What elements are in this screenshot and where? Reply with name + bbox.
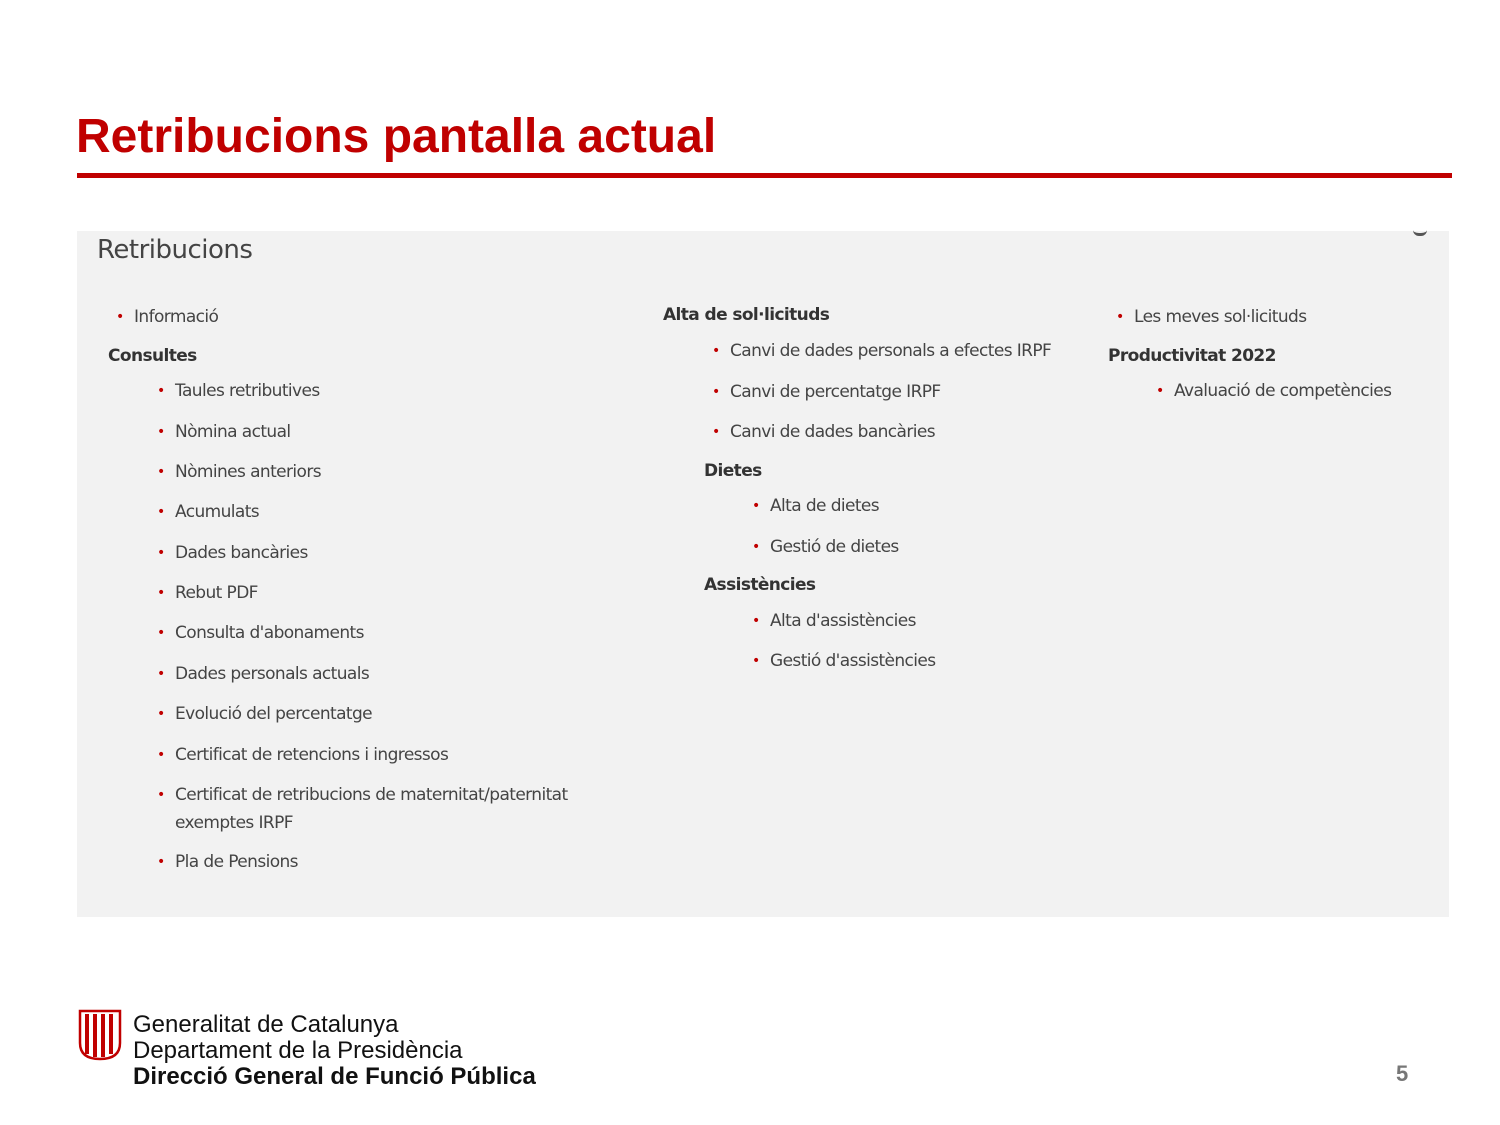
section-heading-dietes: Dietes <box>704 461 762 481</box>
bullet-icon: • <box>712 384 720 400</box>
section-heading-productivitat: Productivitat 2022 <box>1108 346 1276 366</box>
footer-organization <box>133 1012 536 1090</box>
menu-link[interactable]: • Evolució del percentatge <box>175 700 372 728</box>
title-divider <box>77 173 1452 178</box>
bullet-icon: • <box>712 424 720 440</box>
section-heading-consultes: Consultes <box>108 346 197 366</box>
bullet-icon: • <box>157 585 165 601</box>
generalitat-logo-icon <box>78 1009 122 1061</box>
bullet-icon: • <box>157 545 165 561</box>
bullet-icon: • <box>116 309 124 325</box>
bullet-icon: • <box>752 498 760 514</box>
bullet-icon: • <box>752 539 760 555</box>
retribucions-panel <box>77 231 1449 917</box>
menu-link[interactable]: • Gestió d'assistències <box>770 647 936 675</box>
slide-title: Retribucions pantalla actual <box>76 110 717 163</box>
menu-link[interactable]: • Dades personals actuals <box>175 660 369 688</box>
menu-link[interactable]: • Gestió de dietes <box>770 533 899 561</box>
menu-link[interactable]: • Consulta d'abonaments <box>175 619 364 647</box>
menu-link[interactable]: • Canvi de percentatge IRPF <box>730 378 941 406</box>
menu-link[interactable]: • Alta d'assistències <box>770 607 916 635</box>
footer-line-direccio: Direcció General de Funció Pública <box>133 1063 536 1090</box>
bullet-icon: • <box>157 464 165 480</box>
bullet-icon: • <box>157 787 165 803</box>
menu-link-les-meves-sollicituds[interactable]: • Les meves sol·licituds <box>1134 303 1306 331</box>
menu-link[interactable]: • Rebut PDF <box>175 579 258 607</box>
menu-link[interactable]: • Canvi de dades personals a efectes IRPF <box>730 337 1051 365</box>
menu-link[interactable]: • Acumulats <box>175 498 259 526</box>
bullet-icon: • <box>157 854 165 870</box>
page-number: 5 <box>1396 1061 1409 1086</box>
footer-line-departament: Departament de la Presidència <box>133 1037 463 1064</box>
menu-link-informacio[interactable]: • Informació <box>134 303 218 331</box>
bullet-icon: • <box>157 424 165 440</box>
section-heading-assistencies: Assistències <box>704 575 816 595</box>
bullet-icon: • <box>157 666 165 682</box>
bullet-icon: • <box>712 343 720 359</box>
menu-link[interactable]: • Taules retributives <box>175 377 320 405</box>
menu-link[interactable]: • Nòmina actual <box>175 418 291 446</box>
bullet-icon: • <box>1156 383 1164 399</box>
footer-line-generalitat: Generalitat de Catalunya <box>133 1011 399 1038</box>
menu-link[interactable]: • Certificat de retencions i ingressos <box>175 741 448 769</box>
bullet-icon: • <box>1116 309 1124 325</box>
bullet-icon: • <box>157 383 165 399</box>
menu-link[interactable]: • Canvi de dades bancàries <box>730 418 935 446</box>
menu-link[interactable]: • Dades bancàries <box>175 539 308 567</box>
bullet-icon: • <box>752 613 760 629</box>
bullet-icon: • <box>752 653 760 669</box>
bullet-icon: • <box>157 706 165 722</box>
panel-title: Retribucions <box>97 235 253 265</box>
menu-link[interactable]: • Alta de dietes <box>770 492 879 520</box>
bullet-icon: • <box>157 747 165 763</box>
panel-corner-mark <box>1413 227 1427 236</box>
menu-link[interactable]: • Certificat de retribucions de maternitat/paternitat exemptes IRPF <box>175 781 645 837</box>
section-heading-alta-sollicituds: Alta de sol·licituds <box>663 305 830 325</box>
bullet-icon: • <box>157 625 165 641</box>
menu-link[interactable]: • Avaluació de competències <box>1174 377 1391 405</box>
bullet-icon: • <box>157 504 165 520</box>
menu-link[interactable]: • Pla de Pensions <box>175 848 298 876</box>
menu-link[interactable]: • Nòmines anteriors <box>175 458 321 486</box>
